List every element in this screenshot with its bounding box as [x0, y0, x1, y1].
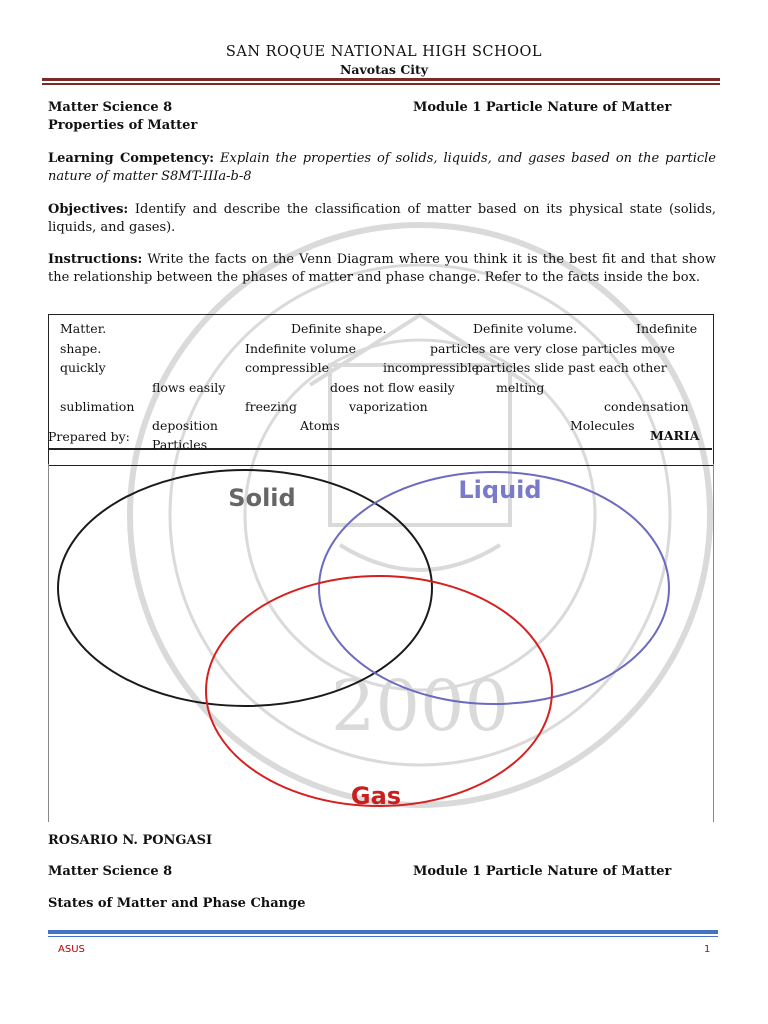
- liquid-circle: [319, 472, 669, 704]
- prepared-by-label: Prepared by:: [48, 429, 130, 444]
- fact-item: shape.: [60, 341, 102, 356]
- lower-topic-title: States of Matter and Phase Change: [48, 896, 306, 911]
- fact-item: quickly: [60, 360, 106, 375]
- fact-item: freezing: [245, 399, 298, 414]
- liquid-label: Liquid: [458, 476, 542, 504]
- preparer-full-name: ROSARIO N. PONGASI: [48, 833, 213, 848]
- objectives-text: Identify and describe the classification of matter based on its physical state (solids, liquids, and gases).: [48, 202, 716, 235]
- fact-item: does not flow easily: [330, 380, 455, 395]
- solid-label: Solid: [228, 484, 296, 512]
- fact-item: melting: [496, 380, 545, 395]
- fact-item: Atoms: [300, 418, 340, 433]
- footer-rule: [48, 930, 718, 934]
- fact-item: Matter.: [60, 321, 107, 336]
- fact-item: sublimation: [60, 399, 135, 414]
- fact-item: Indefinite: [636, 321, 698, 336]
- instructions: [48, 251, 716, 287]
- fact-item: compressible: [245, 360, 329, 375]
- learning-competency: [48, 150, 716, 186]
- competency-text: Explain the properties of solids, liquids, and gases based on the particle nature of matter S8MT-IIIa-b-8: [48, 151, 716, 184]
- competency-label: Learning Competency:: [48, 151, 215, 166]
- fact-item: vaporization: [349, 399, 428, 414]
- fact-item: Molecules: [570, 418, 635, 433]
- school-city: Navotas City: [339, 62, 429, 77]
- objectives-label: Objectives:: [48, 202, 129, 217]
- preparer-first-name: MARIA: [650, 428, 700, 443]
- fact-item: Definite shape.: [291, 321, 387, 336]
- school-name: SAN ROQUE NATIONAL HIGH SCHOOL: [225, 44, 543, 60]
- topic-title: Properties of Matter: [48, 118, 198, 133]
- fact-item: condensation: [604, 399, 689, 414]
- fact-item: incompressible.: [383, 360, 483, 375]
- footer-left-text: ASUS: [58, 944, 85, 955]
- fact-item: deposition: [152, 418, 218, 433]
- facts-box-divider: [48, 448, 712, 450]
- header-rule: [42, 78, 720, 81]
- fact-item: particles slide past each other: [475, 360, 667, 375]
- venn-diagram: [48, 464, 712, 824]
- fact-item: flows easily: [152, 380, 226, 395]
- footer-rule-thin: [48, 936, 718, 937]
- fact-item: particles are very close particles move: [430, 341, 675, 356]
- fact-item: Definite volume.: [473, 321, 578, 336]
- subject-title: Matter Science 8: [48, 100, 173, 115]
- page-number: 1: [704, 944, 711, 955]
- gas-circle: [206, 576, 552, 806]
- header-rule-thin: [42, 83, 720, 85]
- fact-item: Particles: [152, 437, 208, 452]
- instructions-text: Write the facts on the Venn Diagram where you think it is the best fit and that show the relationship between the phases of matter and phase change. Refer to the facts inside the box.: [48, 252, 716, 285]
- gas-label: Gas: [350, 782, 402, 810]
- module-title: Module 1 Particle Nature of Matter: [413, 100, 672, 115]
- fact-item: Indefinite volume: [245, 341, 357, 356]
- lower-module-title: Module 1 Particle Nature of Matter: [413, 864, 672, 879]
- seal-year: 2000: [330, 665, 510, 747]
- lower-subject-title: Matter Science 8: [48, 864, 173, 879]
- objectives: [48, 201, 716, 237]
- instructions-label: Instructions:: [48, 252, 143, 267]
